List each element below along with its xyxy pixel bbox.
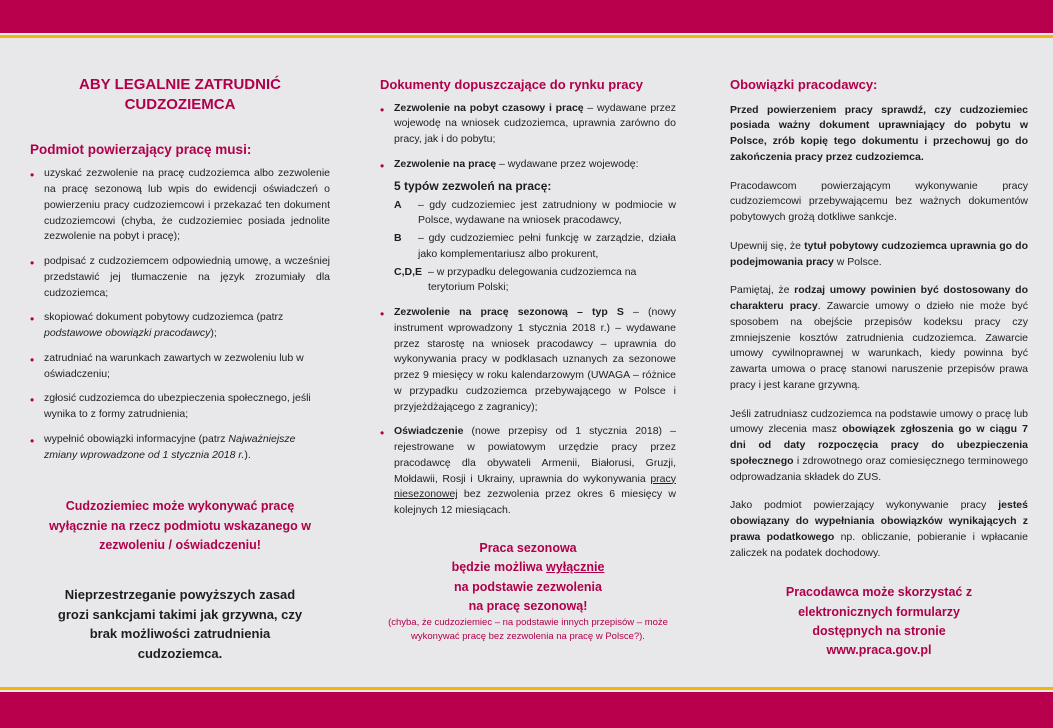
requirements-list — [30, 166, 330, 463]
documents-list — [380, 101, 676, 519]
list-item: • Zezwolenie na pracę sezonową – typ S – (nowy instrument wprowadzony 1 stycznia 2018 r.) – wydawane przez starostę na wniosek pracodawcy – uprawnia do wykonywania pracy w podklasach uznanych za sezonowe przez 9 miesięcy w roku kalendarzowym (UWAGA – różnice w przypadku cudzoziemca przebywającego w Polsce i przyjeżdżającego z zagranicy); — [380, 305, 676, 415]
list-item: • Zezwolenie na pracę – wydawane przez wojewodę: 5 typów zezwoleń na pracę: A – gdy cudzoziemiec jest zatrudniony w podmiocie w Polsce, wydawane na wniosek pracodawcy, B – gdy cudzoziemiec pełni funkcję w zarządzie, działa jako komplementariusz albo prokurent, C,D,E – w przypadku delegowania cudzoziemca na terytorium Polski; — [380, 157, 676, 296]
duty-paragraph: Pamiętaj, że rodzaj umowy powinien być dostosowany do charakteru pracy. Zawarcie umowy o dzieło nie może być sposobem na obejście przepisów kodeksu pracy czy zmniejszenie kosztów zatrudnienia cudzoziemca. Zawarcie umowy cywilnoprawnej w warunkach, kiedy powinna być zawarta umowa o pracę stanowi naruszenie przepisów prawa pracy i jest karane grzywną. — [730, 284, 1028, 391]
website-link[interactable]: www.praca.gov.pl — [826, 643, 932, 658]
duty-paragraph: Pracodawcom powierzającym wykonywanie pracy cudzoziemcowi przebywającemu bez ważnych dokumentów pobytowych grożą dotkliwe sankcje. — [730, 179, 1028, 223]
forms-callout: Pracodawca może skorzystać z elektronicznych formularzy dostępnych na stronie www.praca.gov.pl — [730, 583, 1028, 661]
top-stripe — [0, 35, 1053, 38]
permit-type-row: A – gdy cudzoziemiec jest zatrudniony w podmiocie w Polsce, wydawane na wniosek pracodawcy, — [394, 198, 676, 227]
permit-type-row: B – gdy cudzoziemiec pełni funkcję w zarządzie, działa jako komplementariusz albo prokurent, — [394, 232, 676, 260]
seasonal-work-note: (chyba, że cudzoziemiec – na podstawie innych przepisów – może wykonywać pracę bez zezwolenia na pracę w Polsce?). — [388, 617, 668, 643]
seasonal-work-callout: Praca sezonowa będzie możliwa wyłącznie na podstawie zezwolenia na pracę sezonową! — [451, 540, 605, 613]
documents-heading: Dokumenty dopuszczające do rynku pracy — [380, 77, 643, 92]
sanctions-warning: Nieprzestrzeganie powyższych zasad grozi sankcjami takimi jak grzywna, czy brak możliwości zatrudnienia cudzoziemca. — [57, 587, 303, 661]
permit-types-heading: 5 typów zezwoleń na pracę: — [394, 178, 552, 193]
column-employer-duties — [730, 60, 1028, 661]
top-band — [0, 0, 1053, 33]
list-item: • skopiować dokument pobytowy cudzoziemca (patrz podstawowe obowiązki pracodawcy); — [30, 310, 330, 342]
list-item: • podpisać z cudzoziemcem odpowiednią umowę, a wcześniej przedstawić jej tłumaczenie na język zrozumiały dla cudzoziemca; — [30, 254, 330, 301]
list-item: • Oświadczenie (nowe przepisy od 1 stycznia 2018) – rejestrowane w powiatowym urzędzie pracy przez pracodawcę dla obywateli Armenii, Białorusi, Gruzji, Mołdawii, Rosji i Ukrainy, uprawnia do wykonywania pracy niesezonowej bez zezwolenia przez okres 6 miesięcy w kolejnych 12 miesiącach. — [380, 424, 676, 519]
bottom-band — [0, 692, 1053, 728]
permit-type-row: C,D,E – w przypadku delegowania cudzoziemca na terytorium Polski; — [394, 265, 637, 294]
list-item: • uzyskać zezwolenie na pracę cudzoziemca albo zezwolenie na pracę sezonową lub wpis do ewidencji oświadczeń o powierzeniu pracy cudzoziemcowi i przekazać ten dokument cudzoziemcowi (chyba, że cudzoziemiec posiada jednolite zezwolenie na pobyt i pracę); — [30, 166, 330, 245]
list-item: • zatrudniać na warunkach zawartych w zezwoleniu lub w oświadczeniu; — [30, 351, 330, 383]
duty-paragraph: Jeśli zatrudniasz cudzoziemca na podstawie umowy o pracę lub umowy zlecenia masz obowiązek zgłoszenia go w ciągu 7 dni od daty rozpoczęcia pracy do ubezpieczenia społecznego i zdrowotnego oraz comiesięcznego terminowego odprowadzania składek do ZUS. — [730, 407, 1028, 483]
duty-paragraph: Przed powierzeniem pracy sprawdź, czy cudzoziemiec posiada ważny dokument uprawniający do pobytu w Polsce, zrób kopię tego dokumentu i przechowuj go do zakończenia pracy przez cudzoziemca. — [730, 103, 1028, 163]
column-documents — [380, 60, 676, 644]
column-legal-employment — [30, 60, 330, 663]
list-item: • zgłosić cudzoziemca do ubezpieczenia społecznego, jeśli wynika to z formy zatrudnienia; — [30, 391, 330, 423]
bottom-stripe — [0, 687, 1053, 690]
page-title: ABY LEGALNIE ZATRUDNIĆ CUDZOZIEMCA — [79, 76, 281, 113]
subheading: Podmiot powierzający pracę musi: — [30, 142, 252, 157]
duty-paragraph: Upewnij się, że tytuł pobytowy cudzoziemca uprawnia go do podejmowania pracy w Polsce. — [730, 239, 1028, 268]
list-item: • wypełnić obowiązki informacyjne (patrz Najważniejsze zmiany wprowadzone od 1 stycznia 2018 r.). — [30, 432, 330, 464]
duties-heading: Obowiązki pracodawcy: — [730, 77, 878, 92]
exclusive-work-callout: Cudzoziemiec może wykonywać pracę wyłącznie na rzecz podmiotu wskazanego w zezwoleniu / oświadczeniu! — [49, 499, 311, 552]
duty-paragraph: Jako podmiot powierzający wykonywanie pracy jesteś obowiązany do wypełniania obowiązków wynikających z prawa podatkowego np. obliczanie, pobieranie i wpłacanie zaliczek na podatek dochodowy. — [730, 499, 1028, 559]
list-item: • Zezwolenie na pobyt czasowy i pracę – wydawane przez wojewodę na wniosek cudzoziemca, uprawnia zarówno do pracy, jak i do pobytu; — [380, 101, 676, 148]
